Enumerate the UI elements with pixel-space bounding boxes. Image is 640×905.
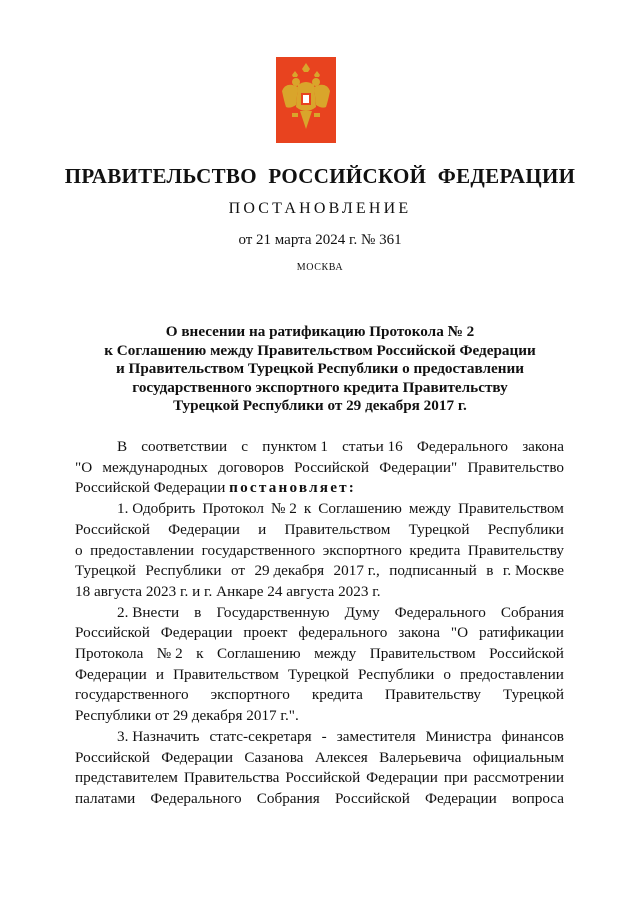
- word: "О: [450, 624, 469, 642]
- body-line: [75, 499, 564, 520]
- word: Алексея: [314, 748, 368, 766]
- word: от: [230, 562, 246, 580]
- body-line: [75, 623, 564, 644]
- word: закона: [522, 438, 564, 455]
- body-line: [75, 706, 564, 727]
- word: о: [75, 541, 83, 559]
- word: подписанный: [389, 562, 477, 580]
- body-line: [75, 665, 564, 686]
- word: предоставлении: [90, 541, 195, 559]
- word: Российской: [334, 789, 410, 807]
- word: Федерации: [75, 665, 147, 683]
- word: Соглашению: [318, 500, 402, 518]
- word: Российской: [75, 748, 150, 766]
- word: Российской: [294, 458, 370, 476]
- word: Правительством: [458, 500, 564, 518]
- word: Турецкой: [503, 686, 564, 704]
- word: В: [117, 438, 128, 455]
- body-line: [75, 789, 564, 810]
- word: международных: [102, 458, 208, 476]
- word: Российской: [75, 624, 150, 642]
- line-text: 18 августа 2023 г. и г. Анкаре 24 августа 2023 г.: [75, 582, 381, 600]
- word: между: [314, 645, 357, 663]
- body-line: [75, 685, 564, 706]
- state-emblem: [276, 57, 336, 143]
- double-headed-eagle-icon: [276, 57, 336, 143]
- body-line: [75, 437, 564, 458]
- body-line: [75, 458, 564, 479]
- line-text: Республики от 29 декабря 2017 г.".: [75, 707, 299, 725]
- body-line: [75, 520, 564, 541]
- word: Валерьевича: [379, 748, 462, 766]
- word: 2017 г.,: [333, 562, 380, 580]
- word: Сазанова: [244, 748, 304, 766]
- word: статс-секретаря: [209, 727, 312, 745]
- word: договоров: [218, 458, 284, 476]
- word: финансов: [501, 727, 564, 745]
- body-line: [75, 478, 564, 499]
- word: 3. Назначить: [117, 727, 200, 745]
- word: Федерации: [161, 748, 233, 766]
- word: представителем: [75, 769, 178, 787]
- decree-keyword: постановляет:: [229, 479, 357, 497]
- resolution-body: [75, 437, 564, 810]
- word: Федерального: [150, 789, 242, 807]
- word: Думу: [344, 603, 380, 621]
- word: Правительство: [467, 458, 564, 476]
- document-type: ПОСТАНОВЛЕНИЕ: [228, 200, 412, 217]
- word: -: [321, 727, 327, 745]
- word: Республики: [145, 562, 222, 580]
- word: с: [241, 438, 249, 455]
- word: Собрания: [500, 603, 564, 621]
- body-line: [75, 727, 564, 748]
- word: кредита: [409, 541, 461, 559]
- word: заместителя: [336, 727, 416, 745]
- word: официальным: [472, 748, 564, 766]
- word: ратификации: [478, 624, 564, 642]
- resolution-title: [60, 323, 580, 416]
- body-line: [75, 603, 564, 624]
- word: к: [303, 500, 312, 518]
- word: предоставлении: [460, 665, 564, 683]
- word: проект: [243, 624, 288, 642]
- word: г. Москве: [502, 562, 564, 580]
- word: при: [443, 769, 468, 787]
- body-line: [75, 561, 564, 582]
- word: государственного: [201, 541, 316, 559]
- word: Российской: [285, 769, 361, 787]
- body-line: [75, 748, 564, 769]
- word: Федерации: [366, 769, 438, 787]
- word: Собрания: [256, 789, 320, 807]
- word: Республики: [358, 665, 435, 683]
- word: Федерации: [168, 520, 240, 538]
- word: Российской: [75, 520, 150, 538]
- word: соответствии: [141, 438, 228, 455]
- word: 2. Внести: [117, 603, 180, 621]
- word: палатами: [75, 789, 136, 807]
- word: Правительством: [284, 520, 391, 538]
- body-line: [75, 768, 564, 789]
- word: статьи 16: [342, 438, 403, 455]
- word: вопроса: [511, 789, 564, 807]
- word: рассмотрении: [473, 769, 564, 787]
- word: 29 декабря: [254, 562, 325, 580]
- word: в: [486, 562, 494, 580]
- word: "О: [75, 458, 93, 476]
- body-line: [75, 541, 564, 562]
- word: кредита: [311, 686, 363, 704]
- word: экспортного: [322, 541, 402, 559]
- word: и: [258, 520, 267, 538]
- title-line: государственного экспортного кредита Правительству: [132, 378, 508, 396]
- word: Федерации: [160, 624, 233, 642]
- word: Соглашению: [217, 645, 301, 663]
- word: Российской: [489, 645, 564, 663]
- title-line: и Правительством Турецкой Республики о предоставлении: [115, 360, 525, 378]
- word: экспортного: [210, 686, 290, 704]
- word: Правительству: [467, 541, 564, 559]
- body-line: [75, 582, 564, 603]
- word: Правительству: [384, 686, 481, 704]
- word: федерального: [298, 624, 388, 642]
- line-text: Российской Федерации: [75, 479, 230, 497]
- word: Федерального: [416, 438, 509, 455]
- word: между: [408, 500, 452, 518]
- word: государственного: [75, 686, 189, 704]
- word: № 2: [156, 645, 183, 663]
- word: Федерального: [394, 603, 486, 621]
- city: МОСКВА: [296, 262, 344, 273]
- title-line: О внесении на ратификацию Протокола № 2: [165, 323, 475, 340]
- word: пунктом 1: [262, 438, 328, 455]
- word: в: [194, 603, 202, 621]
- date-and-number: от 21 марта 2024 г. № 361: [238, 232, 402, 248]
- title-line: Турецкой Республики от 29 декабря 2017 г.: [173, 397, 467, 415]
- word: закона: [398, 624, 441, 642]
- title-line: к Соглашению между Правительством Российской Федерации: [104, 341, 536, 359]
- word: Протокол: [202, 500, 264, 518]
- body-line: [75, 644, 564, 665]
- word: к: [196, 645, 204, 663]
- word: и: [155, 665, 164, 683]
- word: Федерации": [379, 458, 458, 476]
- word: № 2: [270, 500, 297, 518]
- organization-name: ПРАВИТЕЛЬСТВО РОССИЙСКОЙ ФЕДЕРАЦИИ: [64, 164, 576, 188]
- word: Протокола: [75, 645, 144, 663]
- word: Турецкой: [288, 665, 349, 683]
- word: Правительством: [173, 665, 279, 683]
- word: Турецкой: [408, 520, 470, 538]
- word: о: [443, 665, 451, 683]
- word: 1. Одобрить: [117, 500, 196, 518]
- word: Федерации: [425, 789, 497, 807]
- word: Правительства: [183, 769, 280, 787]
- word: Турецкой: [75, 562, 136, 580]
- word: Министра: [425, 727, 492, 745]
- word: Правительством: [369, 645, 476, 663]
- word: Государственную: [216, 603, 330, 621]
- word: Республики: [487, 520, 564, 538]
